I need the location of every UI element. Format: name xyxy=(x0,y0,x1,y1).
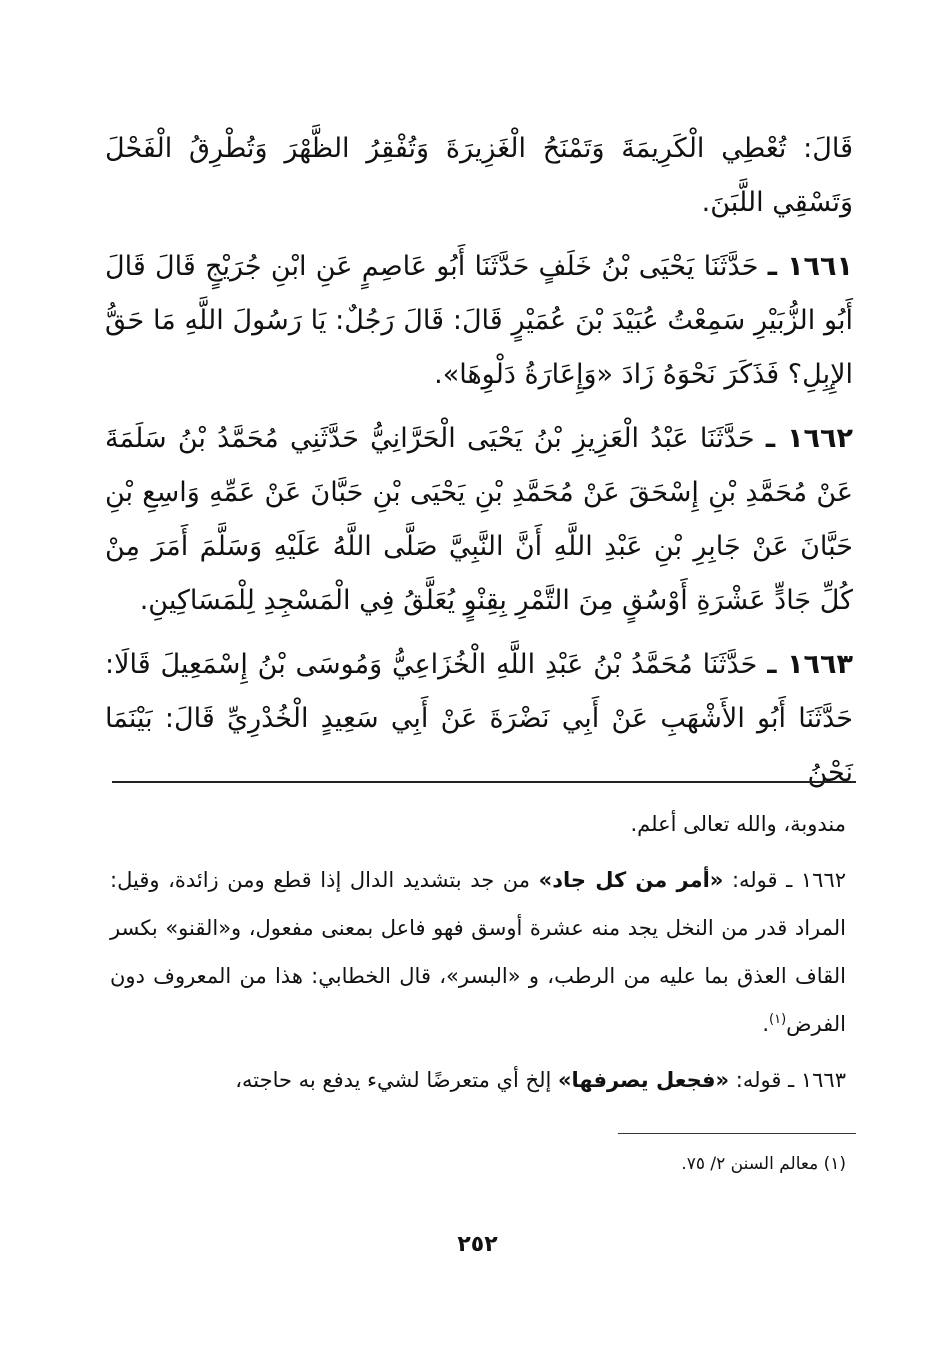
commentary-1663-text: إلخ أي متعرضًا لشيء يدفع به حاجته، xyxy=(235,1068,552,1092)
commentary-1663-prefix: ١٦٦٣ ـ قوله: xyxy=(735,1068,846,1092)
hadith-text-1662: حَدَّثَنَا عَبْدُ الْعَزِيزِ بْنُ يَحْيَى الْحَرَّانِيُّ حَدَّثَنِي مُحَمَّدُ بْنُ سَلَمَةَ عَنْ مُحَمَّدِ بْنِ إِسْحَقَ عَنْ مُحَمَّدِ بْنِ يَحْيَى بْنِ حَبَّانَ عَنْ عَمِّهِ وَاسِعِ بْنِ حَبَّانَ عَنْ جَابِرِ بْنِ عَبْدِ اللَّهِ أَنَّ النَّبِيَّ صَلَّى اللَّهُ عَلَيْهِ وَسَلَّمَ أَمَرَ مِنْ كُلِّ جَادٍّ عَشْرَةِ أَوْسُقٍ مِنَ التَّمْرِ بِقِنْوٍ يُعَلَّقُ فِي الْمَسْجِدِ لِلْمَسَاكِينِ. xyxy=(105,423,853,616)
hadith-text-1663: حَدَّثَنَا مُحَمَّدُ بْنُ عَبْدِ اللَّهِ الْخُزَاعِيُّ وَمُوسَى بْنُ إِسْمَعِيلَ قَالَا: حَدَّثَنَا أَبُو الأَشْهَبِ عَنْ أَبِي نَضْرَةَ عَنْ أَبِي سَعِيدٍ الْخُدْرِيِّ قَالَ: بَيْنَمَا نَحْنُ xyxy=(105,649,853,788)
hadith-number-1663: ١٦٦٣ ـ xyxy=(767,649,853,680)
commentary-1662-quote: «أمر من كل جاد» xyxy=(538,868,724,892)
footnote-divider xyxy=(618,1133,856,1134)
continuation-text: قَالَ: تُعْطِي الْكَرِيمَةَ وَتَمْنَحُ الْغَزِيرَةَ وَتُفْقِرُ الظَّهْرَ وَتُطْرِقُ الْفَحْلَ وَتَسْقِي اللَّبَنَ. xyxy=(105,133,853,218)
hadith-1661 xyxy=(105,240,853,402)
commentary-continuation xyxy=(110,800,846,848)
commentary-1662-prefix: ١٦٦٢ ـ قوله: xyxy=(731,868,847,892)
commentary-1663-quote: «فجعل يصرفها» xyxy=(557,1068,730,1092)
hadith-number-1662: ١٦٦٢ ـ xyxy=(765,423,853,454)
commentary-1662 xyxy=(110,856,846,1048)
footnote xyxy=(300,1149,846,1179)
footnote-reference-1: (١) xyxy=(769,1012,787,1027)
commentary-1663 xyxy=(110,1056,846,1104)
hadith-text-1661: حَدَّثَنَا يَحْيَى بْنُ خَلَفٍ حَدَّثَنَا أَبُو عَاصِمٍ عَنِ ابْنِ جُرَيْجٍ قَالَ قَالَ أَبُو الزُّبَيْرِ سَمِعْتُ عُبَيْدَ بْنَ عُمَيْرٍ قَالَ: قَالَ رَجُلٌ: يَا رَسُولَ اللَّهِ مَا حَقُّ الإِبِلِ؟ فَذَكَرَ نَحْوَهُ زَادَ «وَإِعَارَةُ دَلْوِهَا». xyxy=(105,251,853,390)
commentary-block xyxy=(110,800,846,1112)
page-number: ٢٥٢ xyxy=(457,1232,498,1257)
hadith-1663 xyxy=(105,638,853,800)
commentary-1662-end: . xyxy=(762,1012,770,1036)
commentary-1662-text: من جد بتشديد الدال إذا قطع ومن زائدة، وقيل: المراد قدر من النخل يجد منه عشرة أوسق فهو فاعل بمعنى مفعول، و«القنو» بكسر القاف العذق بما عليه من الرطب، و «البسر»، قال الخطابي: هذا من المعروف دون الفرض xyxy=(110,868,846,1036)
paragraph-continuation xyxy=(105,122,853,230)
hadith-number-1661: ١٦٦١ ـ xyxy=(767,251,853,282)
section-divider xyxy=(112,781,856,783)
hadith-text-block xyxy=(105,122,853,810)
footnote-text: (١) معالم السنن ٢/ ٧٥. xyxy=(681,1154,846,1174)
commentary-continuation-text: مندوبة، والله تعالى أعلم. xyxy=(630,812,846,836)
hadith-1662 xyxy=(105,412,853,628)
